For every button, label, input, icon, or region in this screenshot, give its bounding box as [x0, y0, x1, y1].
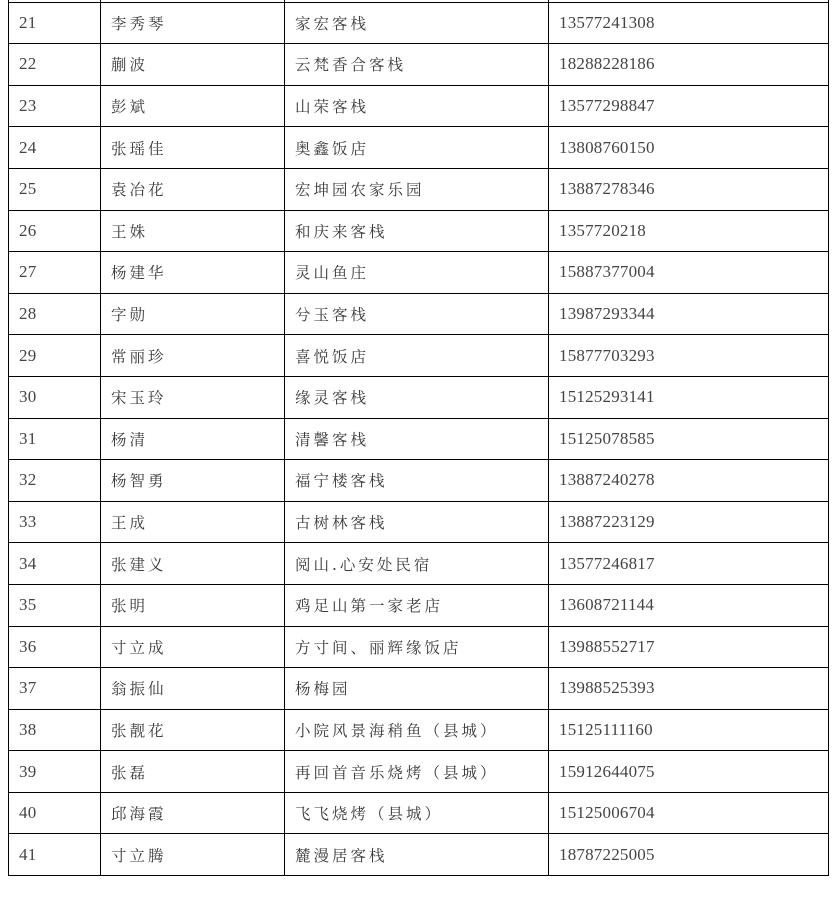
person-name-cell: 袁冶花 — [101, 168, 285, 210]
business-name-cell: 灵山鱼庄 — [285, 252, 549, 294]
phone-number-cell: 13577298847 — [549, 85, 829, 127]
business-name-cell: 麓漫居客栈 — [285, 834, 549, 876]
phone-number-cell: 18787225005 — [549, 834, 829, 876]
table-row — [9, 293, 829, 335]
phone-number-cell: 13608721144 — [549, 584, 829, 626]
business-name-cell: 杨梅园 — [285, 668, 549, 710]
business-name-cell: 奥鑫饭店 — [285, 127, 549, 169]
table-row — [9, 792, 829, 834]
table-row — [9, 127, 829, 169]
person-name-cell: 张瑶佳 — [101, 127, 285, 169]
person-name-cell: 李秀琴 — [101, 2, 285, 44]
phone-number-cell: 15912644075 — [549, 751, 829, 793]
person-name-cell: 寸立成 — [101, 626, 285, 668]
row-number-cell: 29 — [9, 335, 101, 377]
phone-number-cell: 13987293344 — [549, 293, 829, 335]
business-name-cell: 阅山.心安处民宿 — [285, 543, 549, 585]
person-name-cell: 杨建华 — [101, 252, 285, 294]
business-name-cell: 再回首音乐烧烤（县城） — [285, 751, 549, 793]
business-name-cell: 兮玉客栈 — [285, 293, 549, 335]
table-row — [9, 626, 829, 668]
phone-number-cell: 1357720218 — [549, 210, 829, 252]
row-number-cell: 41 — [9, 834, 101, 876]
phone-number-cell: 15877703293 — [549, 335, 829, 377]
row-number-cell: 28 — [9, 293, 101, 335]
person-name-cell: 张磊 — [101, 751, 285, 793]
contact-table — [8, 0, 829, 876]
phone-number-cell: 15125111160 — [549, 709, 829, 751]
table-row — [9, 335, 829, 377]
phone-number-cell: 15125006704 — [549, 792, 829, 834]
row-number-cell: 34 — [9, 543, 101, 585]
phone-number-cell: 13887240278 — [549, 460, 829, 502]
table-row — [9, 834, 829, 876]
phone-number-cell: 13577241308 — [549, 2, 829, 44]
phone-number-cell: 13577246817 — [549, 543, 829, 585]
phone-number-cell: 13887223129 — [549, 501, 829, 543]
business-name-cell: 喜悦饭店 — [285, 335, 549, 377]
row-number-cell: 25 — [9, 168, 101, 210]
phone-number-cell: 13988525393 — [549, 668, 829, 710]
phone-number-cell: 13988552717 — [549, 626, 829, 668]
business-name-cell: 小院风景海稍鱼（县城） — [285, 709, 549, 751]
table-row — [9, 709, 829, 751]
row-number-cell: 32 — [9, 460, 101, 502]
table-row — [9, 376, 829, 418]
phone-number-cell: 18288228186 — [549, 44, 829, 86]
person-name-cell: 张靓花 — [101, 709, 285, 751]
person-name-cell: 宋玉玲 — [101, 376, 285, 418]
person-name-cell: 彭斌 — [101, 85, 285, 127]
row-number-cell: 40 — [9, 792, 101, 834]
row-number-cell: 30 — [9, 376, 101, 418]
row-number-cell: 37 — [9, 668, 101, 710]
table-row — [9, 543, 829, 585]
phone-number-cell: 15125293141 — [549, 376, 829, 418]
row-number-cell: 33 — [9, 501, 101, 543]
business-name-cell: 家宏客栈 — [285, 2, 549, 44]
person-name-cell: 张建义 — [101, 543, 285, 585]
business-name-cell: 方寸间、丽辉缘饭店 — [285, 626, 549, 668]
table-row — [9, 668, 829, 710]
person-name-cell: 常丽珍 — [101, 335, 285, 377]
person-name-cell: 张明 — [101, 584, 285, 626]
table-row — [9, 210, 829, 252]
person-name-cell: 杨智勇 — [101, 460, 285, 502]
person-name-cell: 王姝 — [101, 210, 285, 252]
business-name-cell: 山荣客栈 — [285, 85, 549, 127]
table-row — [9, 751, 829, 793]
row-number-cell: 31 — [9, 418, 101, 460]
phone-number-cell: 15125078585 — [549, 418, 829, 460]
table-row — [9, 460, 829, 502]
phone-number-cell: 13887278346 — [549, 168, 829, 210]
business-name-cell: 和庆来客栈 — [285, 210, 549, 252]
table-row — [9, 252, 829, 294]
row-number-cell: 38 — [9, 709, 101, 751]
phone-number-cell: 13808760150 — [549, 127, 829, 169]
table-body — [9, 0, 829, 876]
person-name-cell: 寸立腾 — [101, 834, 285, 876]
business-name-cell: 清馨客栈 — [285, 418, 549, 460]
person-name-cell: 蒯波 — [101, 44, 285, 86]
row-number-cell: 27 — [9, 252, 101, 294]
person-name-cell: 杨清 — [101, 418, 285, 460]
business-name-cell: 飞飞烧烤（县城） — [285, 792, 549, 834]
table-row — [9, 2, 829, 44]
person-name-cell: 王成 — [101, 501, 285, 543]
table-row — [9, 418, 829, 460]
row-number-cell: 22 — [9, 44, 101, 86]
person-name-cell: 邱海霞 — [101, 792, 285, 834]
business-name-cell: 鸡足山第一家老店 — [285, 584, 549, 626]
row-number-cell: 21 — [9, 2, 101, 44]
row-number-cell: 36 — [9, 626, 101, 668]
table-row — [9, 44, 829, 86]
person-name-cell: 翁振仙 — [101, 668, 285, 710]
business-name-cell: 缘灵客栈 — [285, 376, 549, 418]
person-name-cell: 字勋 — [101, 293, 285, 335]
row-number-cell: 39 — [9, 751, 101, 793]
table-row — [9, 584, 829, 626]
table-row — [9, 168, 829, 210]
business-name-cell: 云梵香合客栈 — [285, 44, 549, 86]
row-number-cell: 35 — [9, 584, 101, 626]
row-number-cell: 24 — [9, 127, 101, 169]
business-name-cell: 古树林客栈 — [285, 501, 549, 543]
phone-number-cell: 15887377004 — [549, 252, 829, 294]
row-number-cell: 23 — [9, 85, 101, 127]
table-row — [9, 501, 829, 543]
business-name-cell: 福宁楼客栈 — [285, 460, 549, 502]
row-number-cell: 26 — [9, 210, 101, 252]
business-name-cell: 宏坤园农家乐园 — [285, 168, 549, 210]
table-row — [9, 85, 829, 127]
